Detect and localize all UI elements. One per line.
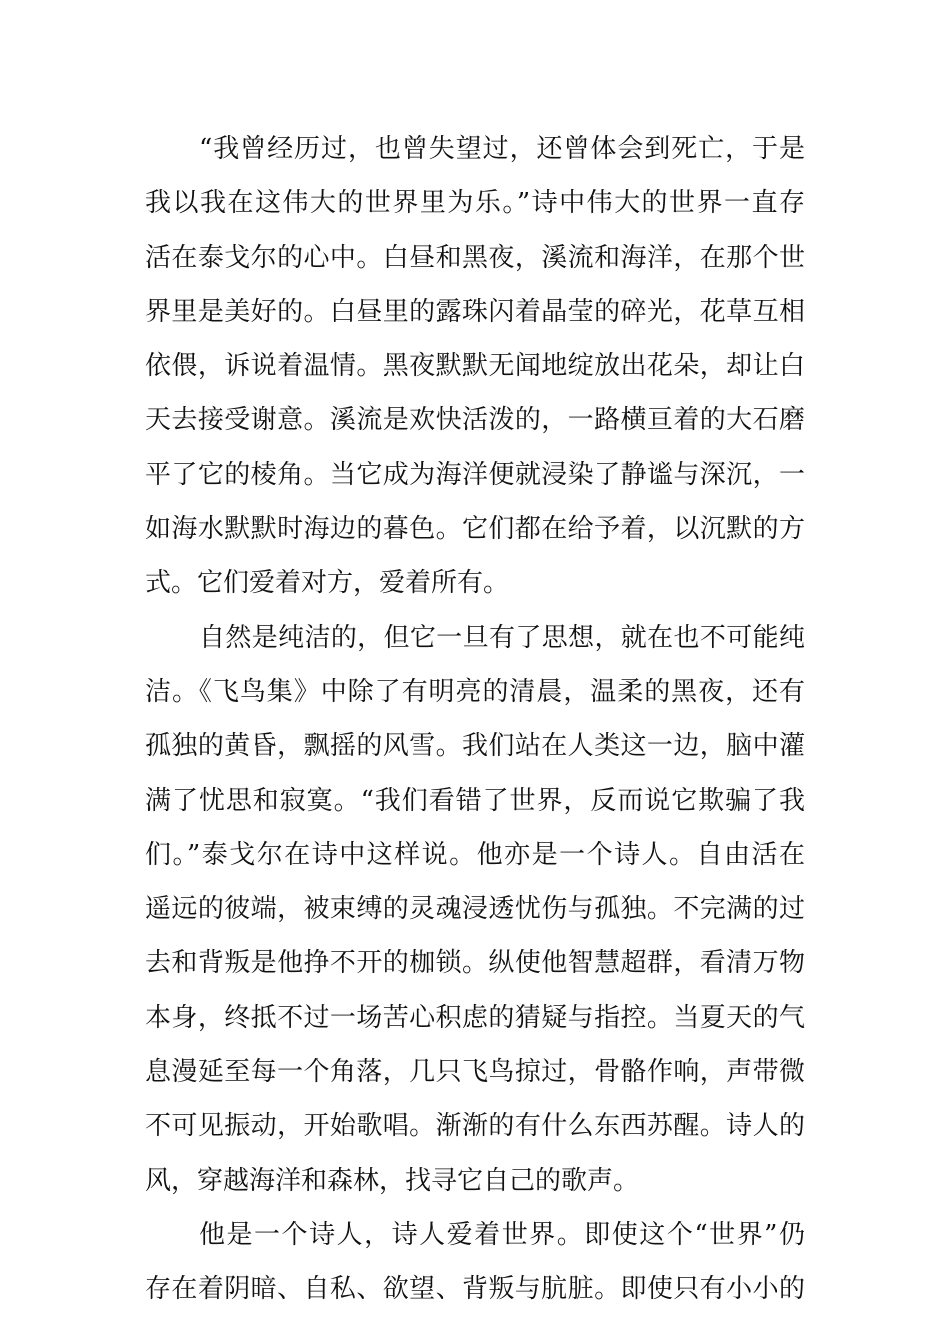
paragraph-2	[145, 611, 805, 1208]
text-line: 自然是纯洁的，但它一旦有了思想，就在也不可能纯	[199, 622, 805, 653]
text-line: 我以我在这伟大的世界里为乐。”诗中伟大的世界一直存	[145, 188, 805, 219]
text-line: “我曾经历过，也曾失望过，还曾体会到死亡，于是	[199, 134, 805, 164]
text-line: 本身，终抵不过一场苦心积虑的猜疑与指控。当夏天的气	[145, 1002, 805, 1033]
text-line: 风，穿越海洋和森林，找寻它自己的歌声。	[145, 1165, 640, 1196]
text-line: 息漫延至每一个角落，几只飞鸟掠过，骨骼作响，声带微	[145, 1057, 805, 1088]
text-line: 式。它们爱着对方，爱着所有。	[145, 568, 510, 599]
text-line: 们。”泰戈尔在诗中这样说。他亦是一个诗人。自由活在	[145, 839, 805, 870]
text-line: 依偎，诉说着温情。黑夜默默无闻地绽放出花朵，却让白	[145, 351, 805, 382]
text-line: 存在着阴暗、自私、欲望、背叛与肮脏。即使只有小小的	[145, 1274, 805, 1305]
essay-body	[145, 122, 805, 1317]
text-line: 去和背叛是他挣不开的枷锁。纵使他智慧超群，看清万物	[145, 948, 805, 979]
text-line: 如海水默默时海边的暮色。它们都在给予着，以沉默的方	[145, 514, 805, 545]
paragraph-3	[145, 1208, 805, 1317]
text-line: 孤独的黄昏，飘摇的风雪。我们站在人类这一边，脑中灌	[145, 731, 805, 762]
text-line: 平了它的棱角。当它成为海洋便就浸染了静谧与深沉，一	[145, 459, 805, 490]
text-line: 活在泰戈尔的心中。白昼和黑夜，溪流和海洋，在那个世	[145, 242, 805, 273]
text-line: 界里是美好的。白昼里的露珠闪着晶莹的碎光，花草互相	[145, 296, 805, 327]
text-line: 遥远的彼端，被束缚的灵魂浸透忧伤与孤独。不完满的过	[145, 894, 805, 925]
text-line: 他是一个诗人，诗人爱着世界。即使这个“世界”仍	[199, 1219, 805, 1250]
text-line: 洁。《飞鸟集》中除了有明亮的清晨，温柔的黑夜，还有	[145, 676, 805, 707]
paragraph-1	[145, 122, 805, 611]
text-line: 满了忧思和寂寞。“我们看错了世界，反而说它欺骗了我	[145, 785, 805, 816]
text-line: 不可见振动，开始歌唱。渐渐的有什么东西苏醒。诗人的	[145, 1111, 805, 1142]
text-line: 天去接受谢意。溪流是欢快活泼的，一路横亘着的大石磨	[145, 405, 805, 436]
